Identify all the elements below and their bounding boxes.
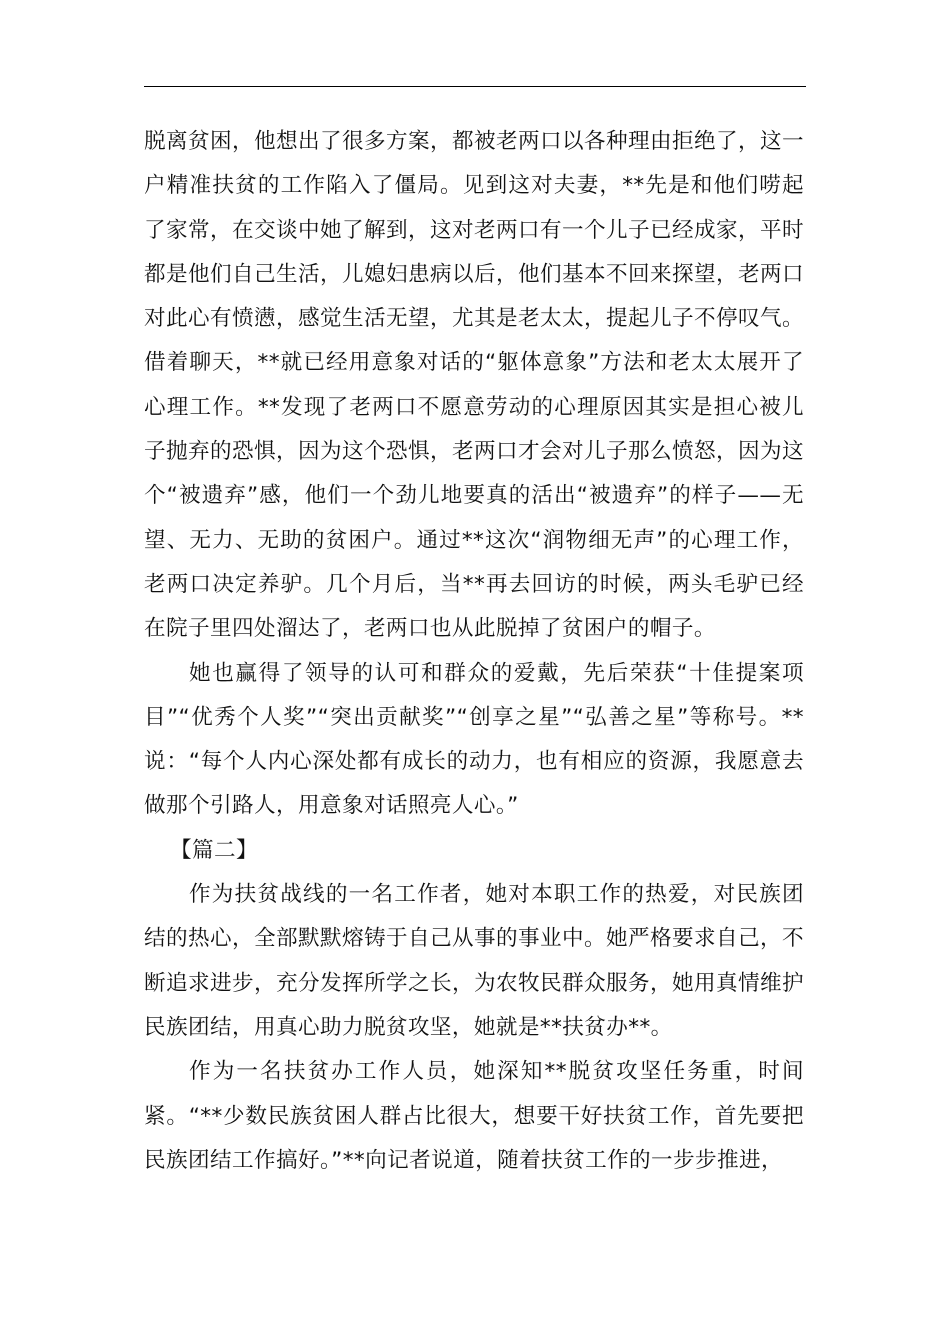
paragraph-awards: 她也赢得了领导的认可和群众的爱戴，先后荣获“十佳提案项目”“优秀个人奖”“突出贡献奖”“创享之星”“弘善之星”等称号。**说：“每个人内心深处都有成长的动力，也有相应的资源，我愿意去做那个引路人，用意象对话照亮人心。” (144, 660, 804, 819)
section-heading: 【篇二】 (170, 837, 258, 863)
paragraph-intro: 作为扶贫战线的一名工作者，她对本职工作的热爱，对民族团结的热心，全部默默熔铸于自己从事的事业中。她严格要求自己，不断追求进步，充分发挥所学之长，为农牧民群众服务，她用真情维护民族团结，用真心助力脱贫攻坚，她就是**扶贫办**。 (144, 882, 804, 1040)
header-rule (144, 86, 806, 87)
paragraph-continued: 脱离贫困，他想出了很多方案，都被老两口以各种理由拒绝了，这一户精准扶贫的工作陷入了僵局。见到这对夫妻，**先是和他们唠起了家常，在交谈中她了解到，这对老两口有一个儿子已经成家，平时都是他们自己生活，儿媳妇患病以后，他们基本不回来探望，老两口对此心有愤懑，感觉生活无望，尤其是老太太，提起儿子不停叹气。借着聊天，**就已经用意象对话的“躯体意象”方法和老太太展开了心理工作。**发现了老两口不愿意劳动的心理原因其实是担心被儿子抛弃的恐惧，因为这个恐惧，老两口才会对儿子那么愤怒，因为这个“被遗弃”感，他们一个劲儿地要真的活出“被遗弃”的样子——无望、无力、无助的贫困户。通过**这次“润物细无声”的心理工作，老两口决定养驴。几个月后，当**再去回访的时候，两头毛驴已经在院子里四处溜达了，老两口也从此脱掉了贫困户的帽子。 (144, 129, 804, 642)
paragraph-work: 作为一名扶贫办工作人员，她深知**脱贫攻坚任务重，时间紧。“**少数民族贫困人群占比很大，想要干好扶贫工作，首先要把民族团结工作搞好。”**向记者说道，随着扶贫工作的一步步推进， (144, 1059, 804, 1173)
document-body (144, 120, 804, 1183)
